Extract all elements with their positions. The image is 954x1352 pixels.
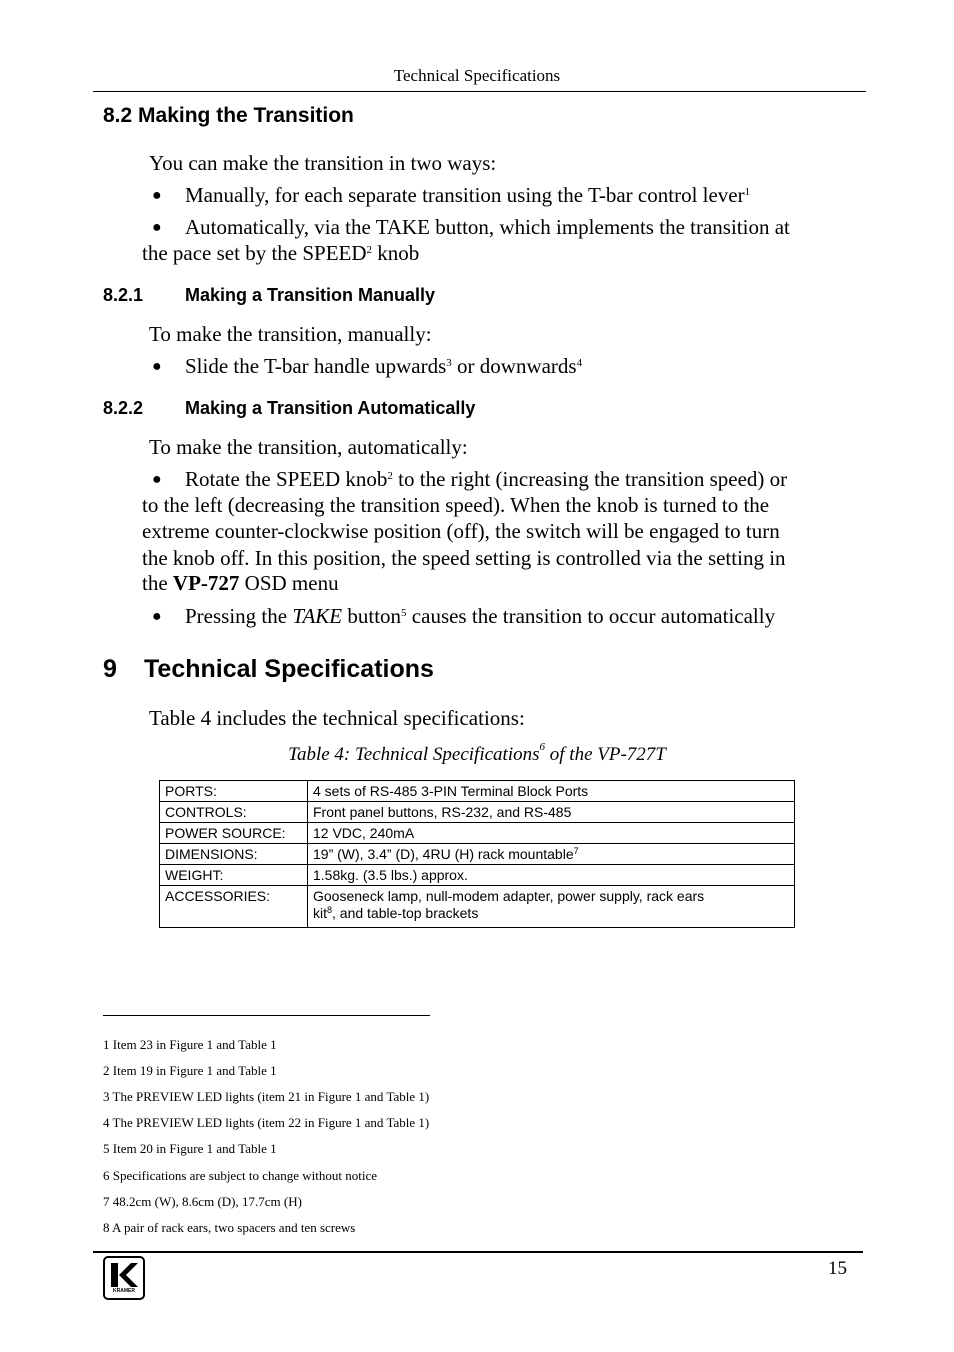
table-row [160,823,795,844]
spec-key: POWER SOURCE: [160,823,308,844]
bullet-dot: ● [152,187,162,204]
bullet-speed-line5: the VP-727 OSD menu [142,571,339,595]
section-heading-8-2: 8.2 Making the Transition [103,104,354,127]
footnote: 5 Item 20 in Figure 1 and Table 1 [103,1141,277,1156]
header-rule [93,91,866,92]
section-8-2-1-intro: To make the transition, manually: [149,322,432,346]
bullet-speed-line3: extreme counter-clockwise position (off), the switch will be engaged to turn [142,519,780,543]
table-row [160,781,795,802]
bullet-dot: ● [152,219,162,236]
bullet-take: Pressing the TAKE button$^5$ causes the transition to occur automatically [185,604,776,628]
logo-text: KRAMER [113,1288,135,1294]
table-row [160,886,795,928]
page-number: 15 [828,1258,847,1279]
table-row [160,844,795,865]
section-8-2-2-intro: To make the transition, automatically: [149,435,468,459]
section-title-8-2-2: Making a Transition Automatically [185,398,476,418]
bullet-auto-line2: the pace set by the SPEED$^2$ knob [142,241,420,265]
spec-key: PORTS: [160,781,308,802]
footnote: 4 The PREVIEW LED lights (item 22 in Figure 1 and Table 1) [103,1115,430,1130]
footnote: 2 Item 19 in Figure 1 and Table 1 [103,1063,277,1078]
table-row [160,802,795,823]
footnote: 1 Item 23 in Figure 1 and Table 1 [103,1037,277,1052]
section-number-8-2-1: 8.2.1 [103,285,144,305]
spec-value: 19” (W), 3.4” (D), 4RU (H) rack mountable$^7$ [308,844,795,865]
spec-value: 1.58kg. (3.5 lbs.) approx. [308,865,795,886]
section-title-8-2-1: Making a Transition Manually [185,285,436,305]
spec-key: DIMENSIONS: [160,844,308,865]
spec-key: WEIGHT: [160,865,308,886]
table-caption: Table 4: Technical Specifications$^6$ of the VP-727T [288,741,666,765]
spec-value: 4 sets of RS-485 3-PIN Terminal Block Ports [308,781,795,802]
bullet-auto-line1: Automatically, via the TAKE button, which implements the transition at [185,215,790,239]
bullet-dot: ● [152,471,162,488]
section-number-8-2-2: 8.2.2 [103,398,144,418]
section-9-intro: Table 4 includes the technical specifications: [149,706,525,730]
section-number-9: 9 [103,655,117,683]
spec-key: ACCESSORIES: [160,886,308,928]
footnote: 3 The PREVIEW LED lights (item 21 in Figure 1 and Table 1) [103,1089,430,1104]
bullet-speed-line1: Rotate the SPEED knob$^2$ to the right (increasing the transition speed) or [185,467,788,491]
bullet-speed-line4: the knob off. In this position, the speed setting is controlled via the setting in [142,546,786,570]
footnote: 7 48.2cm (W), 8.6cm (D), 17.7cm (H) [103,1194,302,1209]
spec-value: 12 VDC, 240mA [308,823,795,844]
spec-value: Gooseneck lamp, null-modem adapter, power supply, rack ears kit$^8$, and table-top brackets [308,886,795,928]
kramer-logo-icon [103,1256,145,1300]
spec-table [159,780,795,928]
bullet-manual: Manually, for each separate transition using the T-bar control lever$^1$ [185,183,751,207]
footnote: 6 Specifications are subject to change without notice [103,1168,377,1183]
footnote: 8 A pair of rack ears, two spacers and ten screws [103,1220,356,1235]
section-8-2-intro: You can make the transition in two ways: [149,151,497,175]
bullet-dot: ● [152,608,162,625]
spec-key: CONTROLS: [160,802,308,823]
section-title-9: Technical Specifications [144,655,434,683]
footer-rule [93,1251,863,1253]
running-header: Technical Specifications [393,66,561,85]
bullet-dot: ● [152,358,162,375]
footnote-rule [103,1015,430,1016]
spec-value: Front panel buttons, RS-232, and RS-485 [308,802,795,823]
bullet-tbar: Slide the T-bar handle upwards$^3$ or downwards$^4$ [185,354,583,378]
bullet-speed-line2: to the left (decreasing the transition speed). When the knob is turned to the [142,493,770,517]
table-row [160,865,795,886]
